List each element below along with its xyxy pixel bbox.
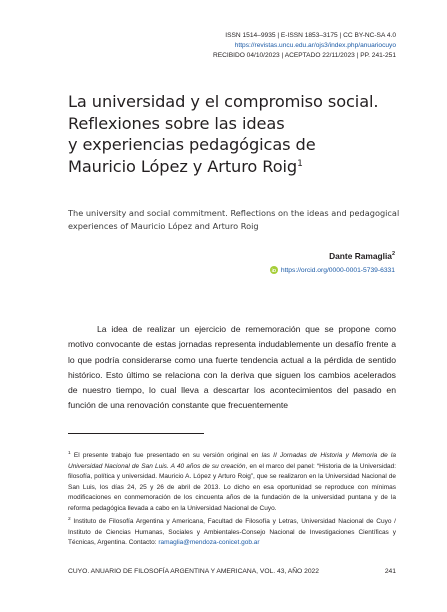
title-line-2: Reflexiones sobre las ideas <box>68 113 285 133</box>
dates-pages-line: RECIBIDO 04/10/2023 | ACEPTADO 22/11/2023 | PP. 241-251 <box>212 52 396 60</box>
orcid-block <box>270 266 395 274</box>
page-footer <box>68 568 396 575</box>
article-title <box>68 91 408 177</box>
footnote-2-text: Instituto de Filosofía Argentina y Americana, Facultad de Filosofía y Letras, Universidad Nacional de Cuyo / Instituto de Ciencias Humanas, Sociales y Ambientales-Consejo Nacional de Investigaciones Científicas y Técnicas, Argentina. Contacto: <box>68 518 396 547</box>
english-subtitle: The university and social commitment. Reflections on the ideas and pedagogical experiences of Mauricio López and Arturo Roig <box>68 208 400 231</box>
footnote-separator <box>68 433 204 434</box>
footnotes <box>68 449 396 550</box>
footnote-1 <box>68 449 396 514</box>
author-name-text: Dante Ramaglia <box>329 251 392 261</box>
orcid-link[interactable]: https://orcid.org/0000-0001-5739-6331 <box>280 266 395 274</box>
page-number: 241 <box>384 568 396 575</box>
author-name <box>329 251 395 261</box>
issn-line: ISSN 1514–9935 | E-ISSN 1853–3175 | CC BY-NC-SA 4.0 <box>225 32 396 39</box>
footnote-2-number: 2 <box>68 517 71 523</box>
contact-email-link[interactable]: ramaglia@mendoza-conicet.gob.ar <box>158 539 260 547</box>
title-line-3: y experiencias pedagógicas de <box>68 135 316 154</box>
title-line-1: La universidad y el compromiso social. <box>68 92 379 111</box>
orcid-icon: iD <box>271 267 277 273</box>
footnote-1-text-c: , en el marco del panel: “Historia de la Universidad: filosofía, política y universidad. Mauricio A. López y Arturo Roig”, que se realizaron en la Universidad Nacional de San Luis, los días 24, 25 y 26 de abril de 2013. Lo dicho en esa oportunidad se reproduce con mínimas modificaciones en conmemoración de los cincuenta años de la fundación de la universidad puntana y de la reforma pedagógica llevada a cabo en la Universidad Nacional de Cuyo. <box>68 462 397 512</box>
journal-footer-name: CUYO. ANUARIO DE FILOSOFÍA ARGENTINA Y AMERICANA, VOL. 43, AÑO 2022 <box>68 568 319 575</box>
journal-url-link[interactable]: https://revistas.uncu.edu.ar/ojs3/index.php/anuariocuyo <box>234 42 396 50</box>
footnote-1-number: 1 <box>68 451 71 456</box>
footnote-2 <box>68 515 396 549</box>
author-footnote-marker[interactable]: 2 <box>391 251 395 258</box>
footnote-1-event-name: las II Jornadas de Historia y Memoria de la Universidad Nacional de San Luis. A 40 años de su creación <box>68 452 396 470</box>
publication-metadata <box>150 31 396 62</box>
body-paragraph: La idea de realizar un ejercicio de rememoración que se propone como motivo convocante de estas jornadas representa indudablemente un desafío frente a lo que podría considerarse como una fuerte tendencia actual a la pérdida de sentido histórico. Esto último se relaciona con la deriva que siguen los cambios acelerados de nuestro tiempo, lo cual lleva a descartar los acontecimientos del pasado en función de una renovación constante que frecuentemente <box>68 324 396 411</box>
title-line-4: Mauricio López y Arturo Roig <box>68 156 298 176</box>
footnote-1-text-a: El presente trabajo fue presentado en su versión original en <box>73 452 262 460</box>
title-footnote-marker[interactable]: 1 <box>297 158 303 169</box>
